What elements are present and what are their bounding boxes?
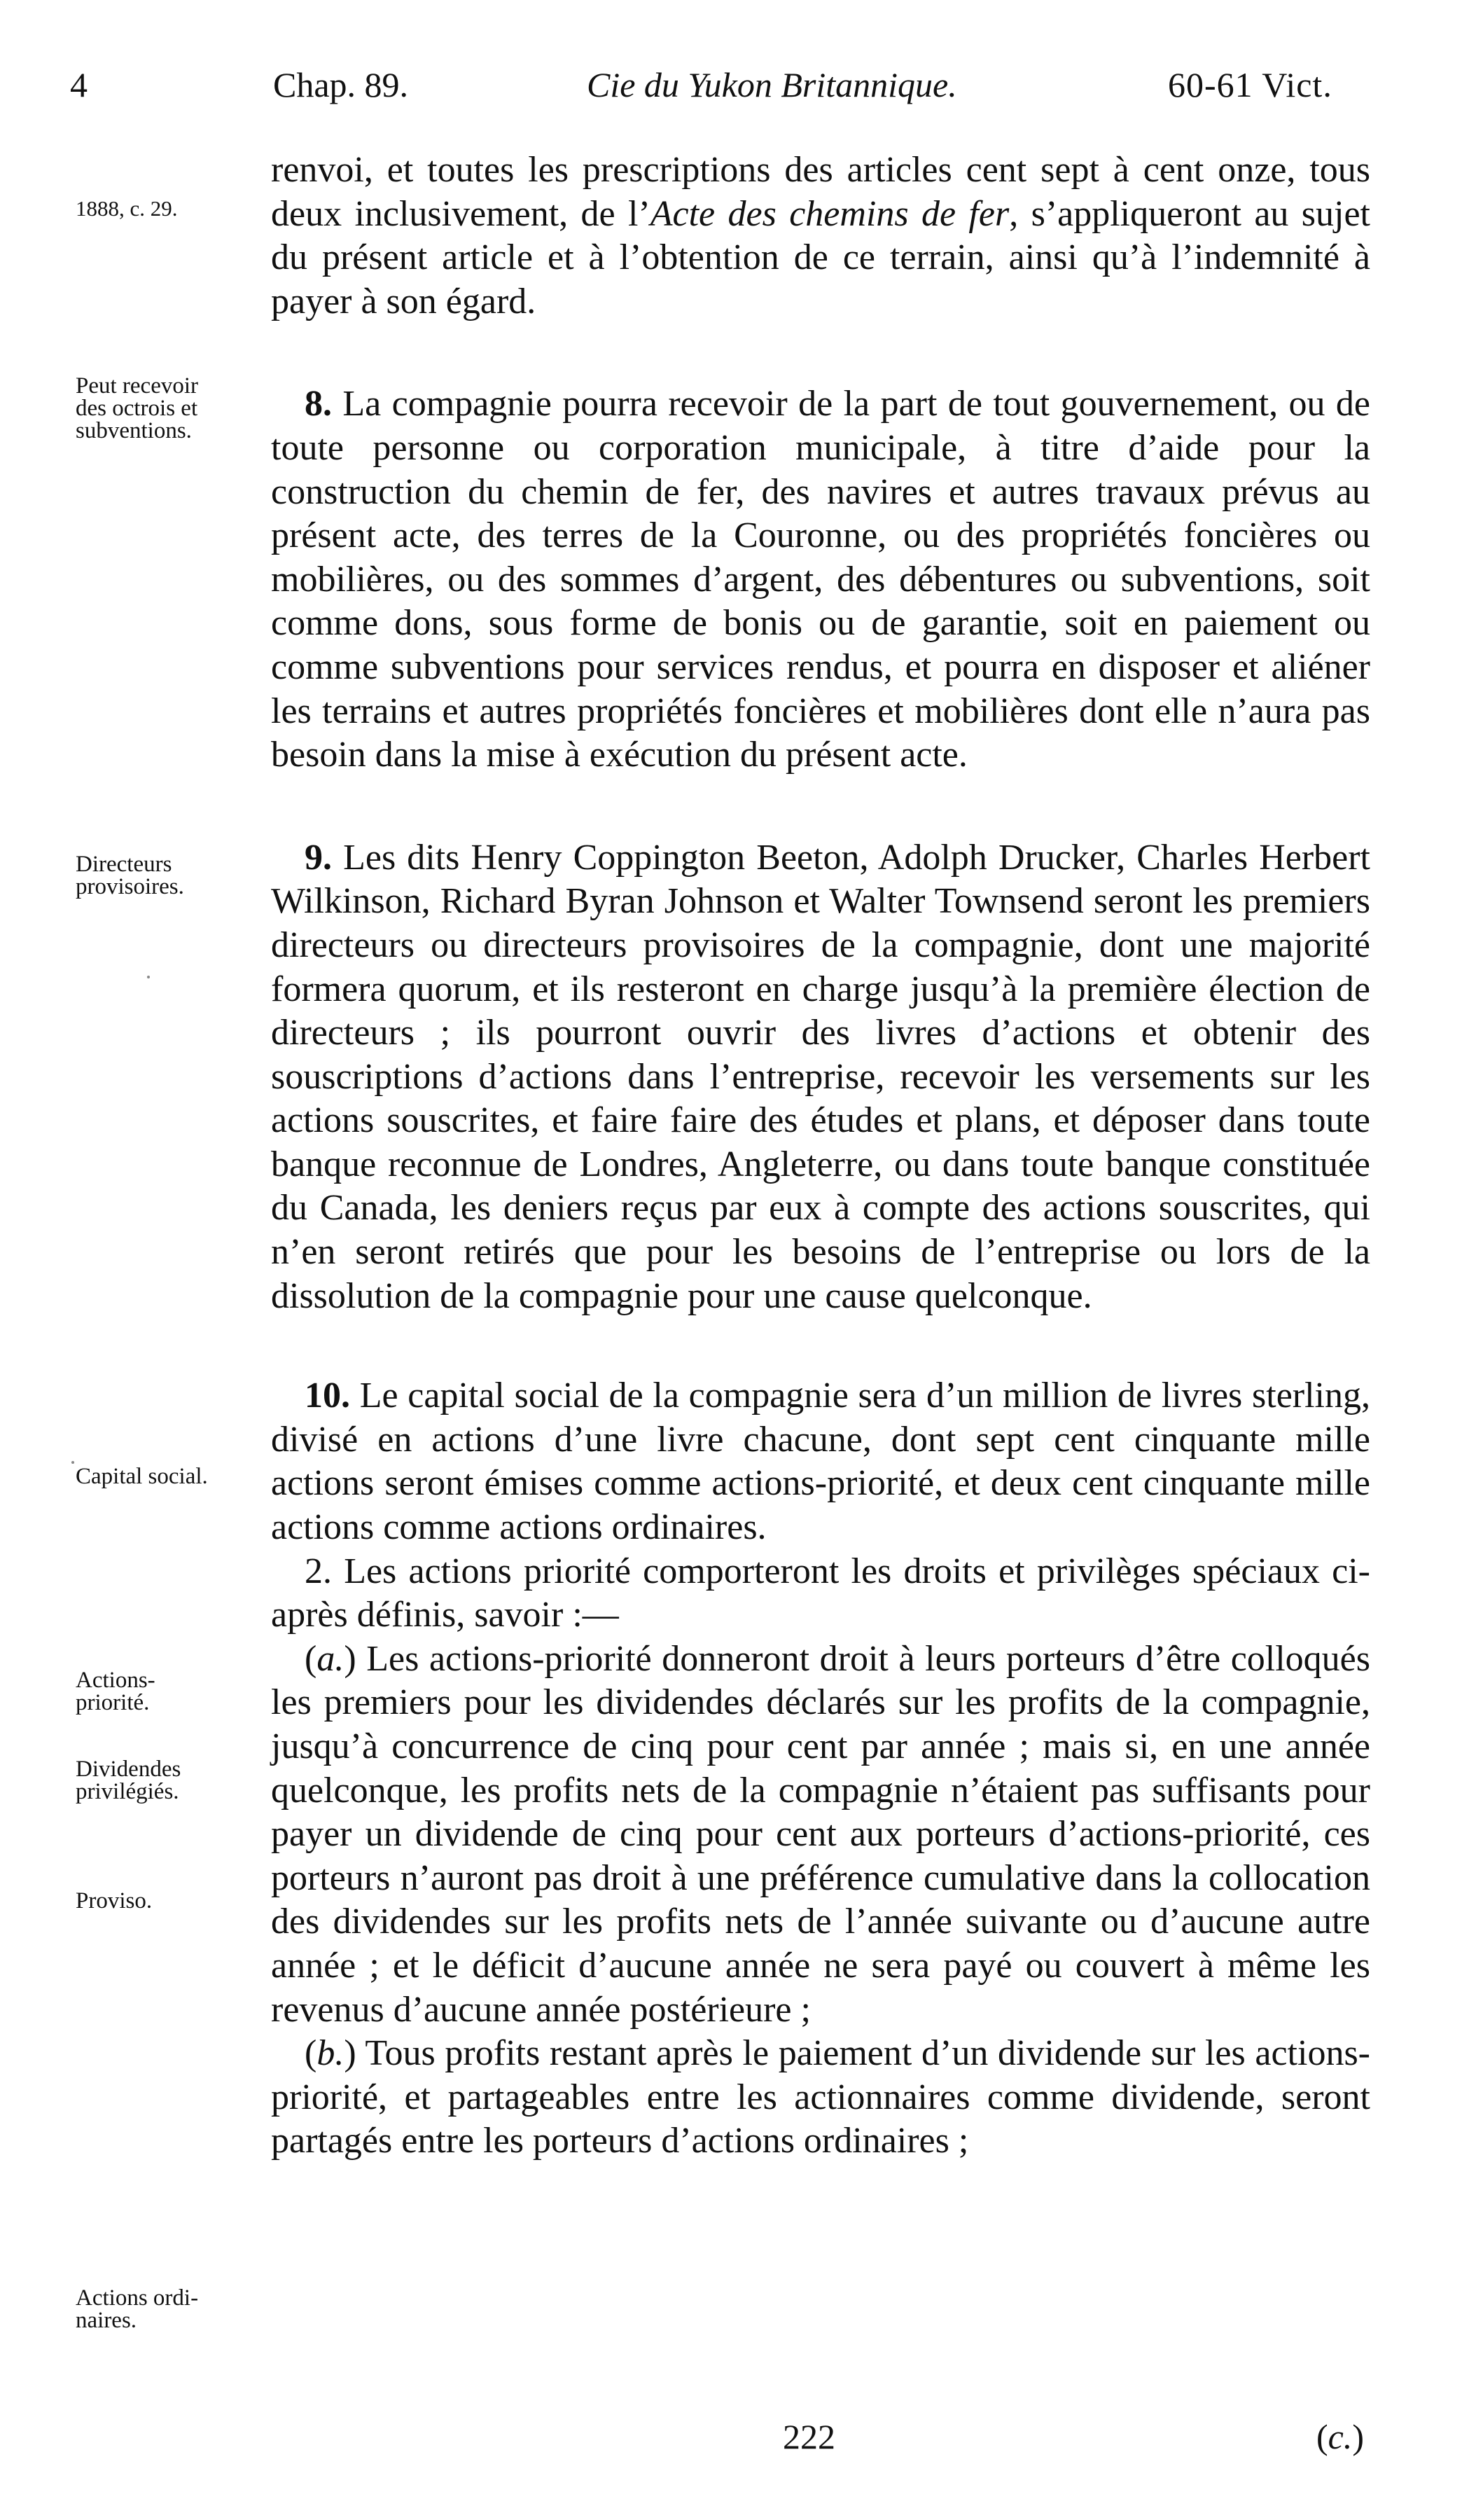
clause-b: (b.) Tous profits restant après le paiement d’un dividende sur les actions-priorité, et partageables entre les actionnaires comme dividende, seront partagés entre les porteurs d’actions ordinaires ; bbox=[271, 2033, 1370, 2161]
body-text bbox=[271, 148, 1370, 2164]
footer-page-number: 222 bbox=[783, 2417, 835, 2456]
clause-a: (a.) Les actions-priorité donneront droit à leurs porteurs d’être colloqués les premiers pour les dividendes déclarés sur les profits de la compagnie, jusqu’à concurrence de cinq pour cent par année ; mais si, en une année quelconque, les profits nets de la compagnie n’étaient pas suffisants pour payer un dividende de cinq pour cent aux porteurs d’actions-priorité, ces porteurs n’auront pas droit à une préférence cumulative dans la collocation des dividendes sur les profits nets de l’année suivante ou d’aucune autre année ; et le déficit d’aucune année ne sera payé ou couvert à même les revenus d’aucune année postérieure ; bbox=[271, 1638, 1370, 2030]
section-10: 10. Le capital social de la compagnie sera d’un million de livres sterling, divisé en actions d’une livre chacune, dont sept cent cinquante mille actions seront émises comme actions-priorité, et deux cent cinquante mille actions comme actions ordinaires. bbox=[271, 1376, 1370, 1548]
catchword: (c.) bbox=[1316, 2417, 1365, 2456]
page-speck bbox=[71, 1461, 74, 1464]
sidenote-section-10: Capital social. bbox=[76, 1464, 208, 1489]
sidenote-actions-ordinaires: Actions ordi- naires. bbox=[76, 2285, 199, 2333]
sidenote-proviso: Proviso. bbox=[76, 1888, 153, 1913]
header-title: Cie du Yukon Britannique. bbox=[587, 65, 957, 104]
sidenote-section-8: Peut recevoir des octrois et subventions. bbox=[76, 373, 199, 443]
sidenote-section-9: Directeurs provisoires. bbox=[76, 852, 184, 899]
section-number: 8. bbox=[305, 384, 332, 424]
header-regnal-year: 60-61 Vict. bbox=[1168, 65, 1332, 104]
sidenote-dividendes: Dividendes privilégiés. bbox=[76, 1757, 181, 1804]
clause-label: a. bbox=[316, 1638, 344, 1679]
clause-label: b. bbox=[316, 2033, 344, 2074]
section-number: 9. bbox=[305, 837, 332, 878]
sidenote-1888: 1888, c. 29. bbox=[76, 196, 178, 221]
section-9: 9. Les dits Henry Coppington Beeton, Adolph Drucker, Charles Herbert Wilkinson, Richard Byran Johnson et Walter Townsend seront les premiers directeurs ou directeurs provisoires de la compagnie, dont une majorité formera quorum, et ils resteront en charge jusqu’à la première élection de directeurs ; ils pourront ouvrir des livres d’actions et obtenir des souscriptions d’actions dans l’entreprise, recevoir les versements sur les actions souscrites, et faire faire des études et plans, et déposer dans toute banque reconnue de Londres, Angleterre, ou dans toute banque constituée du Canada, les deniers reçus par eux à compte des actions souscrites, qui n’en seront retirés que pour les besoins de l’entreprise ou lors de la dissolution de la compagnie pour une cause quelconque. bbox=[271, 837, 1370, 1316]
paragraph-continuation: renvoi, et toutes les prescriptions des articles cent sept à cent onze, tous deux inclusivement, de l’Acte des chemins de fer, s’appliqueront au sujet du présent article et à l’obtention de ce terrain, ainsi qu’à l’indemnité à payer à son égard. bbox=[271, 150, 1370, 321]
section-8: 8. La compagnie pourra recevoir de la part de tout gouvernement, ou de toute personne ou corporation municipale, à titre d’aide pour la construction du chemin de fer, des navires et autres travaux prévus au présent acte, des terres de la Couronne, ou des propriétés foncières ou mobilières, ou des sommes d’argent, des débentures ou subventions, soit comme dons, sous forme de bonis ou de garantie, soit en paiement ou comme subventions pour services rendus, et pourra en disposer et aliéner les terrains et autres propriétés foncières et mobilières dont elle n’aura pas besoin dans la mise à exécution du présent acte. bbox=[271, 384, 1370, 775]
sidenote-actions-priorite: Actions- priorité. bbox=[76, 1668, 155, 1715]
margin-notes bbox=[0, 0, 266, 2520]
header-chapter: Chap. 89. bbox=[273, 65, 409, 104]
section-number: 10. bbox=[305, 1376, 350, 1416]
subsection-10-2: 2. Les actions priorité comporteront les droits et privilèges spéciaux ci-après définis, savoir :— bbox=[271, 1551, 1370, 1635]
page-speck bbox=[147, 976, 150, 978]
header-page-number: 4 bbox=[70, 65, 88, 104]
act-title: Acte des chemins de fer bbox=[650, 193, 1010, 234]
